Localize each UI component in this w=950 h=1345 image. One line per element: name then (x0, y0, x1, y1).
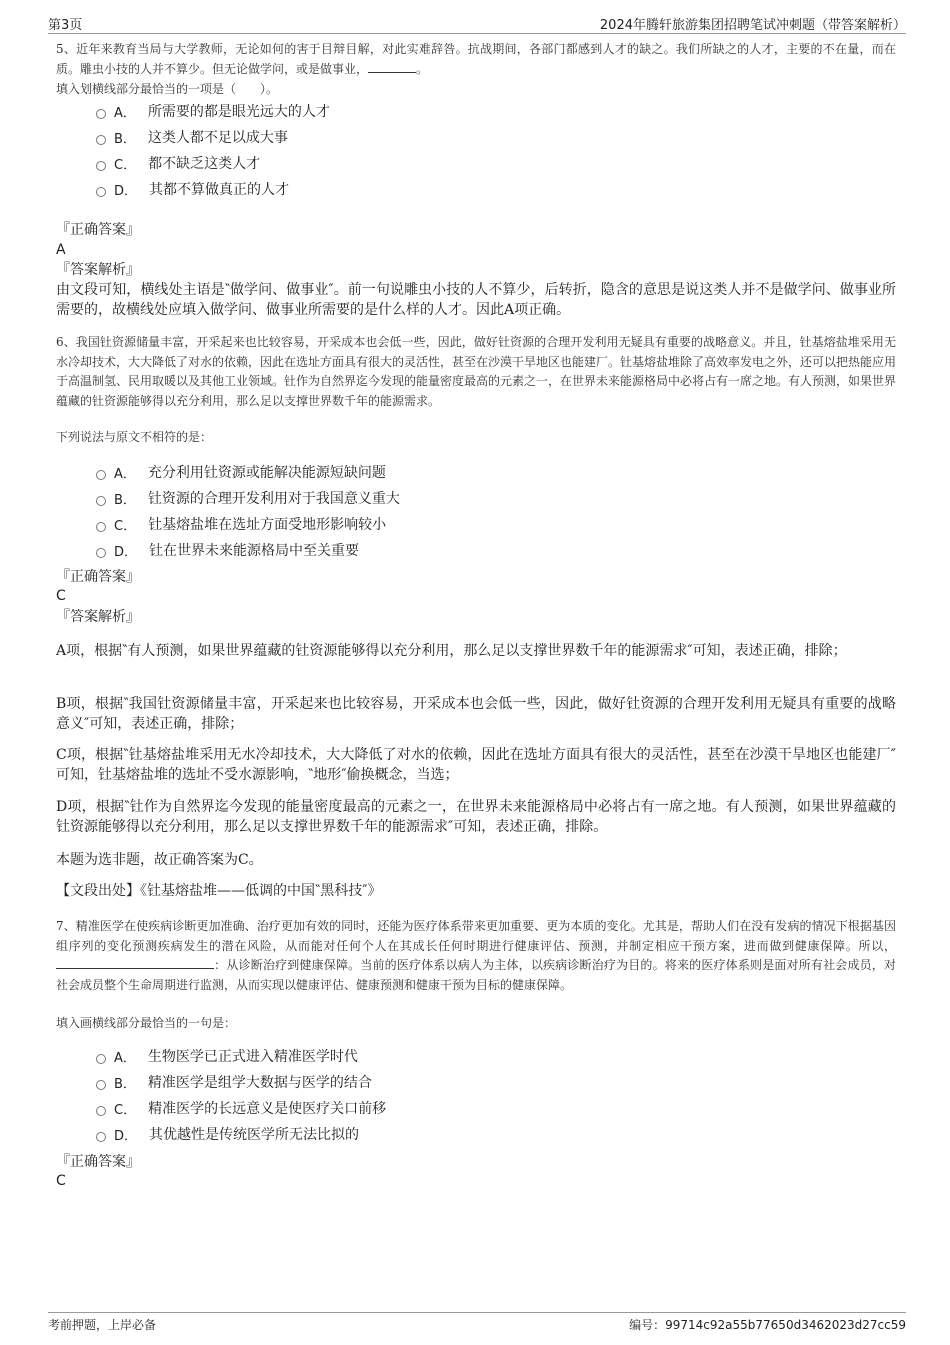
q5-analysis-label: 『答案解析』 (56, 262, 140, 278)
q5-answer: A (56, 242, 66, 258)
q7-option-a[interactable]: A． 生物医学已正式进入精准医学时代 (96, 1043, 796, 1069)
q6-analysis-label: 『答案解析』 (56, 609, 140, 625)
q6-conclusion: 本题为选非题，故正确答案为C。 (56, 852, 263, 868)
q6-option-c[interactable]: C． 钍基熔盐堆在选址方面受地形影响较小 (96, 511, 796, 537)
q6-option-b[interactable]: B． 钍资源的合理开发利用对于我国意义重大 (96, 485, 796, 511)
radio-icon[interactable] (96, 522, 106, 532)
q6-analysis-a: A项，根据‶有人预测，如果世界蕴藏的钍资源能够得以充分利用，那么足以支撑世界数千年的能源需求″可知，表述正确，排除； (56, 643, 847, 659)
radio-icon[interactable] (96, 1132, 106, 1142)
q7-prompt: 填入画横线部分最恰当的一句是： (56, 1016, 237, 1030)
q5-blank (368, 61, 416, 73)
q5-options (96, 98, 796, 202)
page-footer (48, 1312, 906, 1336)
q7-options (96, 1043, 796, 1147)
q6-options (96, 459, 796, 563)
q6-analysis-c: C项，根据‶钍基熔盐堆采用无水冷却技术，大大降低了对水的依赖，因此在选址方面具有很大的灵活性，甚至在沙漠干旱地区也能建厂″可知，钍基熔盐堆的选址不受水源影响，‶地形″偷换概念，当选； (56, 747, 896, 783)
q5-answer-label: 『正确答案』 (56, 222, 140, 238)
q7-option-b[interactable]: B． 精准医学是组学大数据与医学的结合 (96, 1069, 796, 1095)
q7-answer-label: 『正确答案』 (56, 1154, 140, 1170)
q5-option-d[interactable]: D． 其都不算做真正的人才 (96, 176, 796, 202)
q6-prompt: 下列说法与原文不相符的是： (56, 430, 213, 444)
q6-option-a[interactable]: A． 充分利用钍资源或能解决能源短缺问题 (96, 459, 796, 485)
q5-stem: 5、近年来教育当局与大学教师，无论如何的害于目辩目解，对此实难辞咎。抗战期间，各部门都感到人才的缺之。我们所缺之的人才，主要的不在量，而在质。雕虫小技的人并不算少。但无论做学问，或是做事业， 。 (56, 42, 896, 76)
q5-option-c[interactable]: C． 都不缺乏这类人才 (96, 150, 796, 176)
q7-answer: C (56, 1173, 66, 1189)
radio-icon[interactable] (96, 470, 106, 480)
document-title: 2024年腾轩旅游集团招聘笔试冲刺题（带答案解析） (599, 18, 906, 33)
radio-icon[interactable] (96, 109, 106, 119)
radio-icon[interactable] (96, 135, 106, 145)
radio-icon[interactable] (96, 161, 106, 171)
q6-answer-label: 『正确答案』 (56, 569, 140, 585)
radio-icon[interactable] (96, 187, 106, 197)
page-number: 第3页 (48, 18, 83, 33)
q5-option-a[interactable]: A． 所需要的都是眼光远大的人才 (96, 98, 796, 124)
q7-option-c[interactable]: C． 精准医学的长远意义是使医疗关口前移 (96, 1095, 796, 1121)
q6-source: 【文段出处】《钍基熔盐堆——低调的中国‶黑科技″》 (56, 883, 382, 899)
footer-slogan: 考前押题，上岸必备 (48, 1318, 157, 1332)
radio-icon[interactable] (96, 1080, 106, 1090)
q5-analysis: 由文段可知，横线处主语是‶做学问、做事业″。前一句说雕虫小技的人不算少，后转折，隐含的意思是说这类人并不是做学问、做事业所需要的，故横线处应填入做学问、做事业所需要的是什么样的人才。因此A项正确。 (56, 282, 896, 318)
q7-blank (56, 957, 214, 969)
q7-option-d[interactable]: D． 其优越性是传统医学所无法比拟的 (96, 1121, 796, 1147)
q6-answer: C (56, 588, 66, 604)
q5-option-b[interactable]: B． 这类人都不足以成大事 (96, 124, 796, 150)
footer-code: 编号：99714c92a55b77650d3462023d27cc59 (629, 1318, 906, 1332)
radio-icon[interactable] (96, 496, 106, 506)
q6-option-d[interactable]: D． 钍在世界未来能源格局中至关重要 (96, 537, 796, 563)
q6-analysis-d: D项，根据‶钍作为自然界迄今发现的能量密度最高的元素之一，在世界未来能源格局中必将占有一席之地。有人预测，如果世界蕴藏的钍资源能够得以充分利用，那么足以支撑世界数千年的能源需求″可知，表述正确，排除。 (56, 799, 896, 835)
radio-icon[interactable] (96, 1106, 106, 1116)
q5-prompt: 填入划横线部分最恰当的一项是（ ）。 (56, 82, 279, 96)
q6-stem: 6、我国钍资源储量丰富，开采起来也比较容易，开采成本也会低一些，因此，做好钍资源的合理开发利用无疑具有重要的战略意义。并且，钍基熔盐堆采用无水冷却技术，大大降低了对水的依赖，因此在选址方面具有很大的灵活性，甚至在沙漠干旱地区也能建厂。钍基熔盐堆除了高效率发电之外，还可以把热能应用于高温制氢、民用取暖以及其他工业领域。钍作为自然界迄今发现的能量密度最高的元素之一，在世界未来能源格局中必将占有一席之地。有人预测，如果世界蕴藏的钍资源能够得以充分利用，那么足以支撑世界数千年的能源需求。 (56, 335, 897, 408)
radio-icon[interactable] (96, 548, 106, 558)
radio-icon[interactable] (96, 1054, 106, 1064)
q7-stem: 7、精准医学在使疾病诊断更加准确、治疗更加有效的同时，还能为医疗体系带来更加重要、更为本质的变化。尤其是，帮助人们在没有发病的情况下根据基因组序列的变化预测疾病发生的潜在风险，从而能对任何个人在其成长任何时期进行健康评估、预测，并制定相应干预方案，进而做到健康保障。所以，：从诊断治疗到健康保障。当前的医疗体系以病人为主体，以疾病诊断治疗为目的。将来的医疗体系则是面对所有社会成员，对社会成员整个生命周期进行监测，从而实现以健康评估、健康预测和健康干预为目标的健康保障。 (56, 919, 896, 992)
page-header (48, 12, 906, 34)
q6-analysis-b: B项，根据‶我国钍资源储量丰富，开采起来也比较容易，开采成本也会低一些，因此，做好钍资源的合理开发利用无疑具有重要的战略意义″可知，表述正确，排除； (56, 696, 896, 732)
